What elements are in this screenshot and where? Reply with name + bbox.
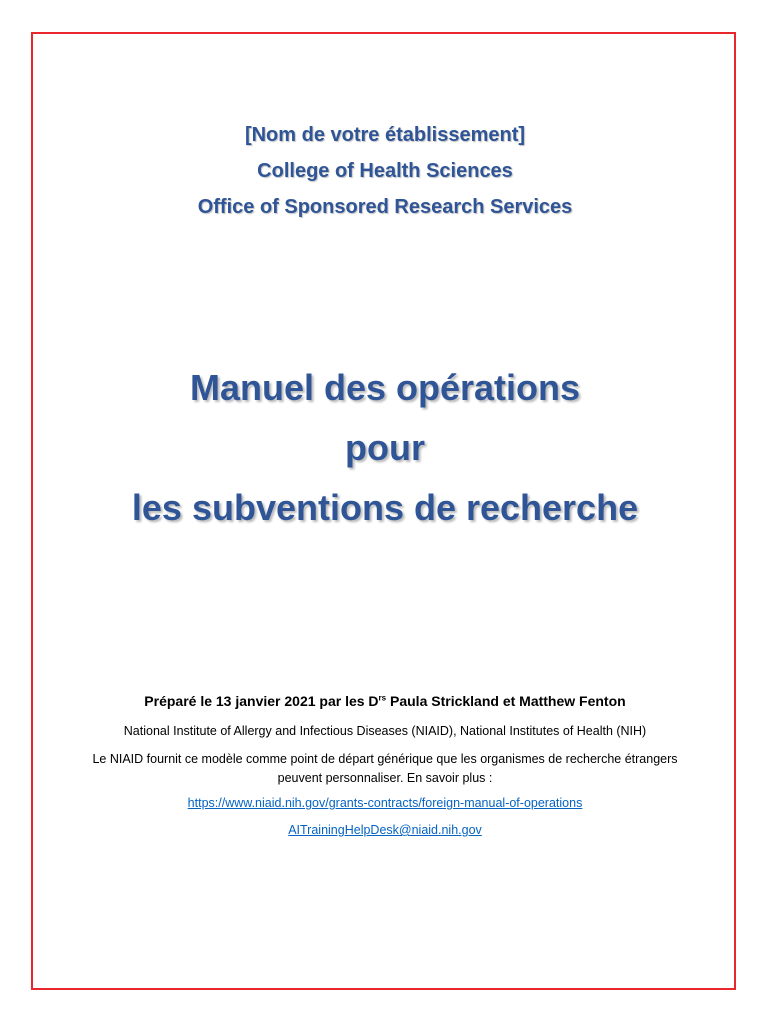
title-line-3: les subventions de recherche xyxy=(131,487,639,528)
title-line-2: pour xyxy=(345,427,425,468)
agency-line: National Institute of Allergy and Infectious Diseases (NIAID), National Institutes of Health (NIH) xyxy=(123,724,647,738)
prepared-by xyxy=(0,693,770,709)
document-title xyxy=(0,358,770,538)
title-line-1: Manuel des opérations xyxy=(189,367,581,408)
prepared-superscript: rs xyxy=(378,693,387,703)
college-name: College of Health Sciences xyxy=(257,160,513,182)
institution-header xyxy=(0,117,770,225)
institution-name: [Nom de votre établissement] xyxy=(244,124,526,146)
prepared-prefix: Préparé le 13 janvier 2021 par les D xyxy=(144,693,379,709)
manual-url-link[interactable]: https://www.niaid.nih.gov/grants-contracts/foreign-manual-of-operations xyxy=(187,796,583,810)
template-note: Le NIAID fournit ce modèle comme point de départ générique que les organismes de recherche étrangers peuvent personnaliser. En savoir plus : xyxy=(92,752,678,785)
prepared-suffix: Paula Strickland et Matthew Fenton xyxy=(386,693,626,709)
helpdesk-email-link[interactable]: AITrainingHelpDesk@niaid.nih.gov xyxy=(288,823,482,837)
office-name: Office of Sponsored Research Services xyxy=(197,196,573,218)
